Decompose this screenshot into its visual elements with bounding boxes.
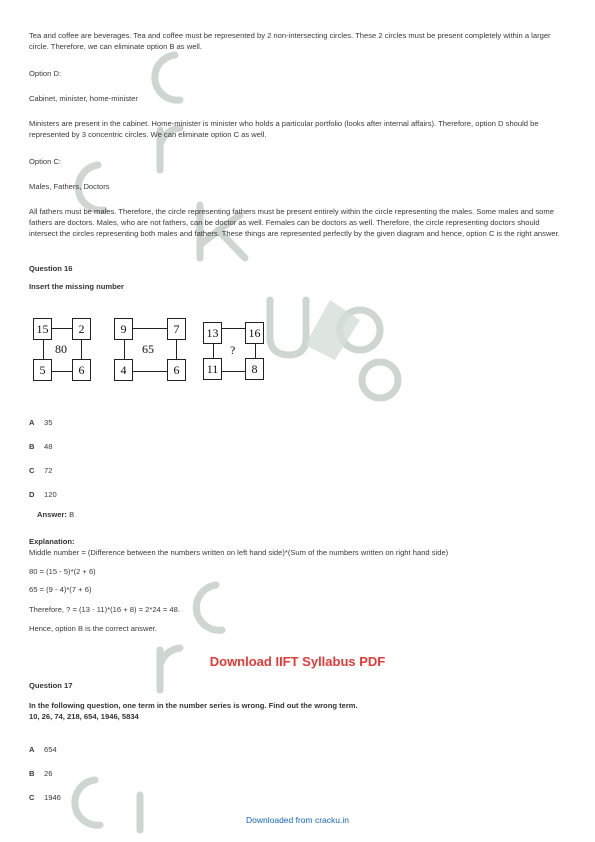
explanation-line-5: Hence, option B is the correct answer. <box>29 624 157 633</box>
answer-label: Answer: <box>37 510 67 519</box>
q17-option-c[interactable] <box>29 793 61 802</box>
explanation-line-1: Middle number = (Difference between the numbers written on left hand side)*(Sum of the numbers written on right hand side) <box>29 548 449 557</box>
option-letter: C <box>29 793 35 802</box>
question-16-prompt: Insert the missing number <box>29 282 124 291</box>
puzzle-2-top-left: 9 <box>114 318 133 340</box>
option-text: 35 <box>44 418 53 427</box>
q17-option-a[interactable] <box>29 745 57 754</box>
puzzle-3-top-right: 16 <box>245 322 264 344</box>
answer-value: B <box>69 510 75 519</box>
option-text: 48 <box>44 442 53 451</box>
option-d-items: Cabinet, minister, home-minister <box>29 94 138 103</box>
puzzle-1-top-right: 2 <box>72 318 91 340</box>
q17-option-b[interactable] <box>29 769 52 778</box>
q16-option-b[interactable] <box>29 442 52 451</box>
option-letter: A <box>29 745 35 754</box>
question-17-series: 10, 26, 74, 218, 654, 1946, 5834 <box>29 712 139 721</box>
option-letter: A <box>29 418 35 427</box>
question-17-prompt: In the following question, one term in the number series is wrong. Find out the wrong term. <box>29 701 358 710</box>
puzzle-1-middle: 80 <box>55 342 67 356</box>
puzzle-figure-3 <box>203 318 265 380</box>
option-c-label: Option C: <box>29 157 62 166</box>
q16-option-a[interactable] <box>29 418 52 427</box>
footer-link[interactable]: Downloaded from cracku.in <box>246 815 349 825</box>
explanation-title: Explanation: <box>29 537 75 546</box>
paragraph-tea-coffee: Tea and coffee are beverages. Tea and coffee must be represented by 2 non-intersecting circles. These 2 circles must be present completely within a larger circle. Therefore, we can eliminate option B as well. <box>29 31 551 52</box>
explanation-line-4: Therefore, ? = (13 - 11)*(16 + 8) = 2*24 = 48. <box>29 605 180 614</box>
puzzle-3-bottom-left: 11 <box>203 358 222 380</box>
q16-option-d[interactable] <box>29 490 57 499</box>
puzzle-2-middle: 65 <box>142 342 154 356</box>
option-letter: D <box>29 490 35 499</box>
puzzle-1-top-left: 15 <box>33 318 52 340</box>
option-text: 654 <box>44 745 57 754</box>
option-d-label: Option D: <box>29 69 62 78</box>
q16-option-c[interactable] <box>29 466 52 475</box>
puzzle-figure-2 <box>114 318 186 380</box>
option-text: 1946 <box>44 793 61 802</box>
puzzle-3-bottom-right: 8 <box>245 358 264 380</box>
question-16-title: Question 16 <box>29 264 73 273</box>
puzzle-2-top-right: 7 <box>167 318 186 340</box>
q16-answer <box>37 510 74 519</box>
paragraph-ministers: Ministers are present in the cabinet. Home-minister is minister who holds a particular portfolio (looks after internal affairs). Therefore, option D should be represented by 3 concentric circles. We can eliminate option C as well. <box>29 119 539 140</box>
option-letter: B <box>29 442 35 451</box>
puzzle-1-bottom-right: 6 <box>72 359 91 381</box>
puzzle-1-bottom-left: 5 <box>33 359 52 381</box>
option-text: 120 <box>44 490 57 499</box>
option-letter: C <box>29 466 35 475</box>
paragraph-fathers: All fathers must be males. Therefore, the circle representing fathers must be present entirely within the circle representing the males. Some males and some fathers are doctors. Males, who are not fathers, can be doctor as well. Females can be doctors as well. Therefore, the circle representing doctors should intersect the circles representing both males and fathers. These things are represented perfectly by the given diagram and hence, option C is the right answer. <box>29 207 560 239</box>
puzzle-3-top-left: 13 <box>203 322 222 344</box>
option-letter: B <box>29 769 35 778</box>
puzzle-2-bottom-right: 6 <box>167 359 186 381</box>
puzzle-2-bottom-left: 4 <box>114 359 133 381</box>
download-syllabus-link[interactable]: Download IIFT Syllabus PDF <box>209 654 386 669</box>
option-text: 72 <box>44 466 53 475</box>
explanation-line-2: 80 = (15 - 5)*(2 + 6) <box>29 567 96 576</box>
explanation-line-3: 65 = (9 - 4)*(7 + 6) <box>29 585 92 594</box>
option-c-items: Males, Fathers, Doctors <box>29 182 110 191</box>
option-text: 26 <box>44 769 53 778</box>
question-17-title: Question 17 <box>29 681 73 690</box>
puzzle-figure-1 <box>33 318 91 380</box>
puzzle-3-middle: ? <box>230 343 236 357</box>
